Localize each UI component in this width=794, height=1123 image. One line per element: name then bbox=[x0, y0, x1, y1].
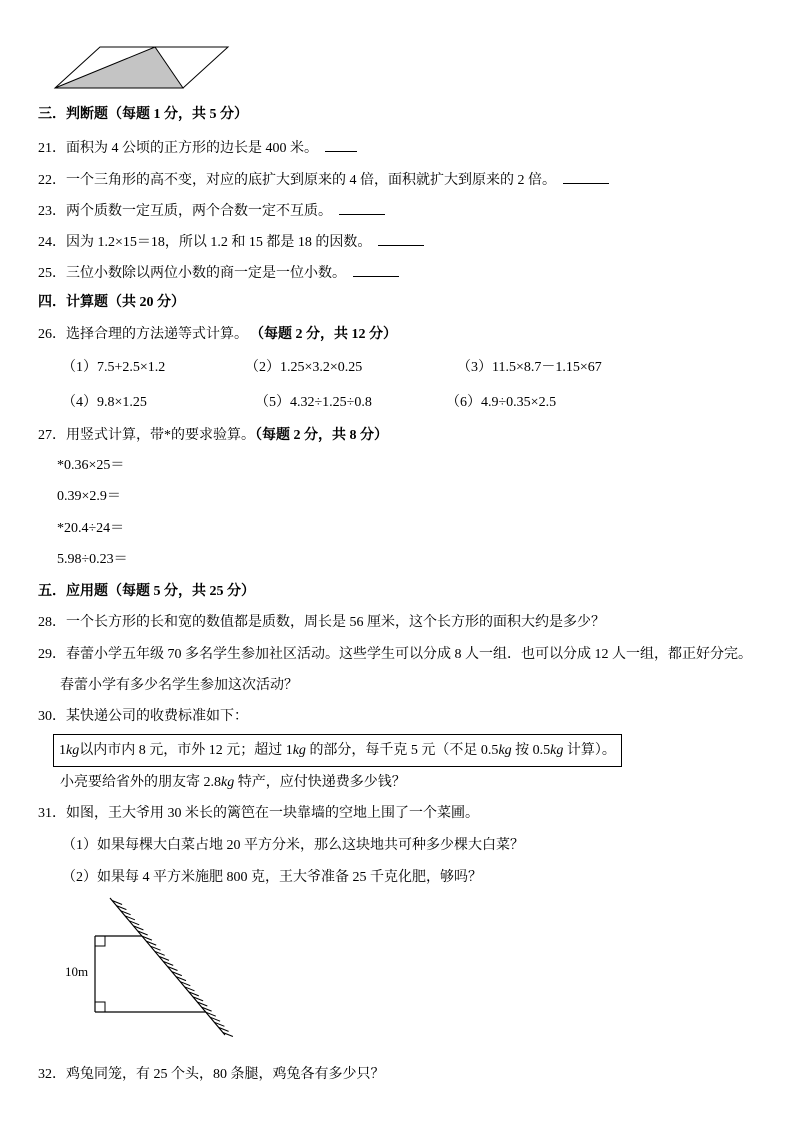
question-30-continued bbox=[60, 774, 406, 792]
question-29-continued: 春蕾小学有多少名学生参加这次活动？ bbox=[60, 678, 298, 693]
sub-text: 如果每 4 平方米施肥 800 克，王大爷准备 25 千克化肥，够吗？ bbox=[97, 870, 482, 885]
item-expression: 1.25×3.2×0.25 bbox=[280, 360, 363, 375]
question-32 bbox=[38, 1066, 385, 1084]
text-segment: 小亮要给省外的朋友寄 2.8 bbox=[60, 775, 221, 790]
question-27 bbox=[38, 427, 388, 445]
item-expression: 7.5+2.5×1.2 bbox=[97, 360, 166, 375]
unit-kg: kg bbox=[498, 743, 512, 758]
question-text: 某快递公司的收费标准如下： bbox=[66, 709, 248, 724]
question-25 bbox=[38, 263, 399, 283]
question-23 bbox=[38, 201, 385, 221]
text-segment: 以内市内 8 元，市外 12 元；超过 1 bbox=[79, 743, 293, 758]
item-label: （2） bbox=[245, 360, 280, 375]
vertical-calc-item: *0.36×25＝ bbox=[57, 458, 125, 473]
question-number: 24． bbox=[38, 235, 66, 250]
question-number: 27． bbox=[38, 428, 66, 443]
question-24 bbox=[38, 232, 424, 252]
calc-item-5 bbox=[255, 394, 372, 412]
item-expression: 9.8×1.25 bbox=[97, 395, 147, 410]
unit-kg: kg bbox=[66, 743, 80, 758]
question-number: 25． bbox=[38, 266, 66, 281]
item-label: （6） bbox=[446, 395, 481, 410]
vertical-calc-item: 5.98÷0.23＝ bbox=[57, 552, 128, 567]
question-28 bbox=[38, 614, 605, 632]
text-segment: 1 bbox=[59, 743, 66, 758]
calc-item-6 bbox=[446, 394, 556, 412]
question-text: 两个质数一定互质，两个合数一定不互质。 bbox=[66, 204, 332, 219]
question-points: （每题 2 分，共 12 分） bbox=[257, 327, 397, 342]
item-expression: 4.32÷1.25÷0.8 bbox=[290, 395, 372, 410]
question-number: 31． bbox=[38, 806, 66, 821]
item-label: （1） bbox=[62, 360, 97, 375]
question-text: 一个三角形的高不变，对应的底扩大到原来的 4 倍，面积就扩大到原来的 2 倍。 bbox=[66, 173, 556, 188]
answer-blank bbox=[353, 263, 399, 277]
question-text: 用竖式计算，带*的要求验算。 bbox=[66, 428, 255, 443]
question-text: 面积为 4 公顷的正方形的边长是 400 米。 bbox=[66, 141, 318, 156]
answer-blank bbox=[339, 201, 385, 215]
vertical-calc-item: *20.4÷24＝ bbox=[57, 521, 125, 536]
item-expression: 11.5×8.7－1.15×67 bbox=[492, 360, 602, 375]
question-text: 选择合理的方法递等式计算。 bbox=[66, 327, 248, 342]
question-text: 如图，王大爷用 30 米长的篱笆在一块靠墙的空地上围了一个菜圃。 bbox=[66, 806, 479, 821]
right-angle-mark-bottom bbox=[95, 1002, 105, 1012]
parallelogram-figure bbox=[50, 42, 234, 92]
sub-label: （1） bbox=[62, 838, 97, 853]
shaded-triangle bbox=[55, 47, 183, 88]
pricing-text bbox=[59, 742, 616, 760]
calc-item-2 bbox=[245, 359, 362, 377]
side-length-label: 10m bbox=[65, 964, 89, 979]
pricing-box bbox=[53, 734, 622, 767]
calc-item-4 bbox=[62, 394, 147, 412]
question-number: 30． bbox=[38, 709, 66, 724]
question-number: 26． bbox=[38, 327, 66, 342]
unit-kg: kg bbox=[221, 775, 235, 790]
question-26 bbox=[38, 326, 397, 344]
question-number: 32． bbox=[38, 1067, 66, 1082]
answer-blank bbox=[325, 138, 357, 152]
question-31-sub-2 bbox=[62, 869, 482, 887]
question-points: （每题 2 分，共 8 分） bbox=[255, 428, 388, 443]
text-segment: 的部分，每千克 5 元（不足 0.5 bbox=[305, 743, 499, 758]
section-5-title: 五．应用题（每题 5 分，共 25 分） bbox=[38, 584, 255, 599]
section-3-title: 三．判断题（每题 1 分，共 5 分） bbox=[38, 107, 248, 122]
item-expression: 4.9÷0.35×2.5 bbox=[481, 395, 557, 410]
question-text: 鸡兔同笼，有 25 个头，80 条腿，鸡兔各有多少只？ bbox=[66, 1067, 385, 1082]
right-angle-mark-top bbox=[95, 936, 105, 946]
wall-hatching bbox=[112, 901, 233, 1037]
question-30 bbox=[38, 708, 248, 726]
item-label: （3） bbox=[457, 360, 492, 375]
question-22 bbox=[38, 170, 609, 190]
question-31 bbox=[38, 805, 479, 823]
unit-kg: kg bbox=[292, 743, 306, 758]
question-text: 因为 1.2×15＝18，所以 1.2 和 15 都是 18 的因数。 bbox=[66, 235, 372, 250]
question-number: 28． bbox=[38, 615, 66, 630]
sub-text: 如果每棵大白菜占地 20 平方分米，那么这块地共可种多少棵大白菜？ bbox=[97, 838, 524, 853]
vertical-calc-item: 0.39×2.9＝ bbox=[57, 489, 121, 504]
calc-item-3 bbox=[457, 359, 602, 377]
question-text: 春蕾小学五年级 70 多名学生参加社区活动。这些学生可以分成 8 人一组．也可以分成 12 人一组，都正好分完。 bbox=[66, 647, 752, 662]
item-label: （5） bbox=[255, 395, 290, 410]
section-4-title: 四．计算题（共 20 分） bbox=[38, 295, 185, 310]
question-31-sub-1 bbox=[62, 837, 524, 855]
question-text: 三位小数除以两位小数的商一定是一位小数。 bbox=[66, 266, 346, 281]
answer-blank bbox=[378, 232, 424, 246]
item-label: （4） bbox=[62, 395, 97, 410]
question-number: 22． bbox=[38, 173, 66, 188]
question-number: 29． bbox=[38, 647, 66, 662]
unit-kg: kg bbox=[550, 743, 564, 758]
text-segment: 特产，应付快递费多少钱？ bbox=[234, 775, 406, 790]
question-29 bbox=[38, 646, 752, 664]
question-text: 一个长方形的长和宽的数值都是质数，周长是 56 厘米，这个长方形的面积大约是多少？ bbox=[66, 615, 605, 630]
question-number: 23． bbox=[38, 204, 66, 219]
text-segment: 计算）。 bbox=[563, 743, 616, 758]
question-number: 21． bbox=[38, 141, 66, 156]
answer-blank bbox=[563, 170, 609, 184]
sub-label: （2） bbox=[62, 870, 97, 885]
text-segment: 按 0.5 bbox=[511, 743, 551, 758]
question-21 bbox=[38, 138, 357, 158]
calc-item-1 bbox=[62, 359, 165, 377]
